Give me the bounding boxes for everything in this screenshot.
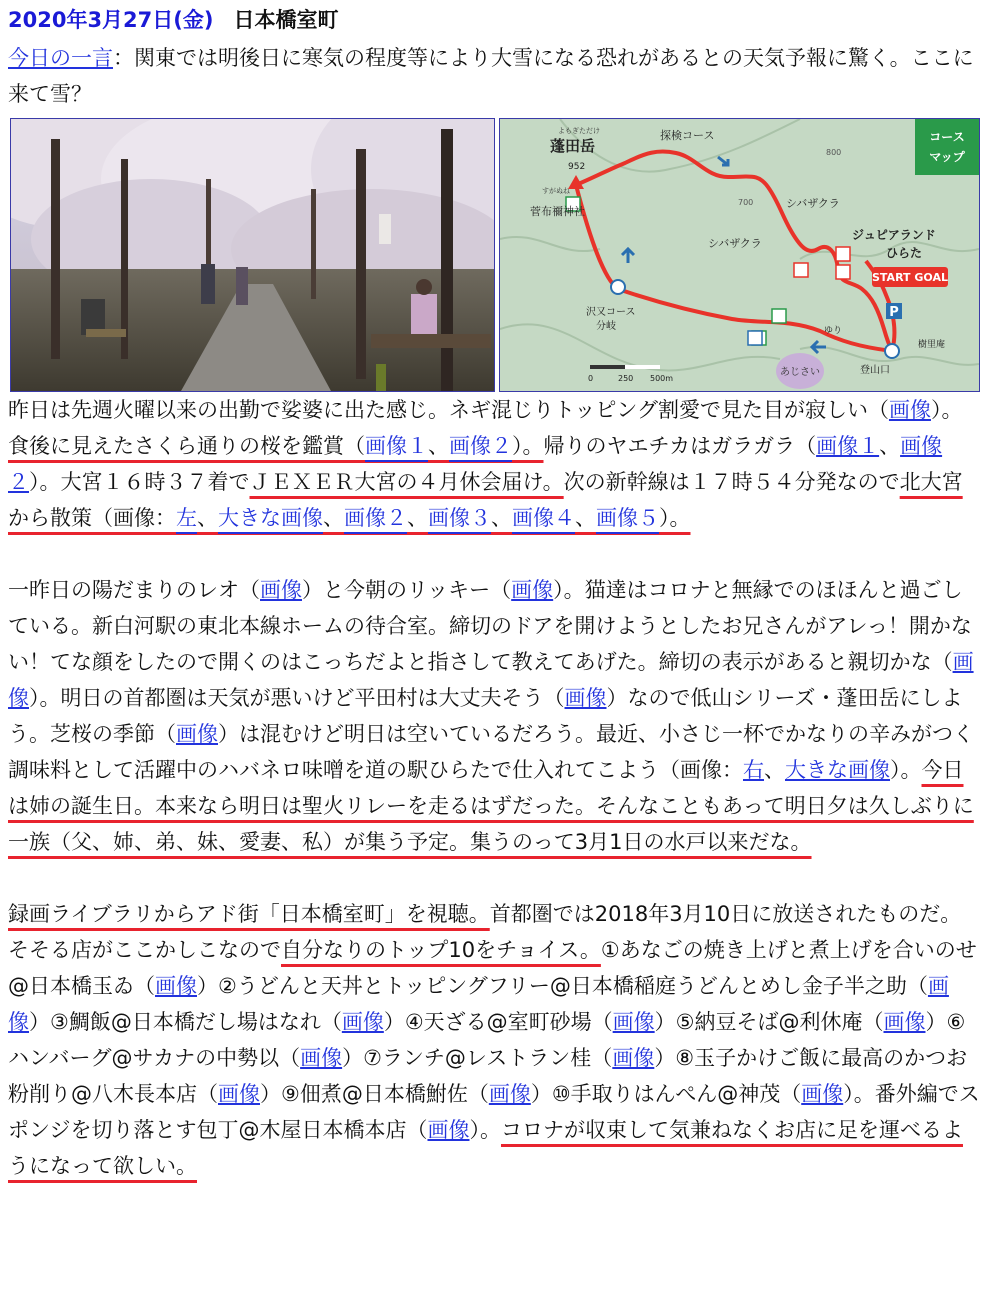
course-map[interactable]: [499, 118, 980, 392]
map-scale-250: 250: [618, 374, 634, 383]
image-link[interactable]: 画像: [612, 1010, 655, 1034]
image-link[interactable]: 画像: [300, 1046, 343, 1070]
underlined-phrase: コロナが収束して気兼ねなくお店に足を運べるようになって欲しい。: [8, 1118, 963, 1178]
image-link[interactable]: 画像: [8, 974, 949, 1034]
map-park-line2: ひらた: [886, 246, 923, 260]
cherry-blossom-photo[interactable]: [10, 118, 495, 392]
map-mountain-ruby: よもぎただけ: [558, 127, 600, 135]
map-shrine-ruby: すがぬね: [542, 187, 570, 195]
post-title: 日本橋室町: [233, 8, 339, 32]
image-link[interactable]: 画像: [427, 1118, 470, 1142]
image-link[interactable]: 画像３: [428, 506, 491, 530]
map-start-goal: START GOAL: [871, 271, 949, 284]
image-link[interactable]: 画像５: [596, 506, 659, 530]
map-badge-line2: マップ: [929, 150, 965, 164]
image-link[interactable]: 画像: [564, 686, 607, 710]
map-yuri: ゆり: [824, 326, 843, 336]
image-link[interactable]: 画像: [883, 1010, 926, 1034]
image-link[interactable]: 右: [743, 758, 764, 782]
map-contour-700: 700: [738, 198, 754, 207]
image-link[interactable]: 大きな画像: [785, 758, 890, 782]
image-link[interactable]: 画像１: [365, 434, 428, 458]
image-link[interactable]: 画像: [155, 974, 197, 998]
map-mountain: 蓬田岳: [550, 137, 596, 155]
photo-row: [10, 118, 982, 390]
underlined-phrase: 録画ライブラリからアド街「日本橋室町」を視聴。: [8, 902, 490, 926]
map-parking: P: [889, 305, 899, 320]
intro: [8, 40, 980, 112]
image-link[interactable]: 画像: [888, 398, 931, 422]
image-link[interactable]: 画像: [488, 1082, 531, 1106]
image-link[interactable]: 画像４: [512, 506, 575, 530]
map-scale-500: 500m: [650, 374, 674, 383]
map-shibazakura-1: シバザクラ: [786, 197, 840, 210]
underlined-phrase: ＪＥＸＥＲ大宮の４月休会届け。: [249, 470, 564, 494]
map-branch-line1: 沢又コース: [586, 307, 636, 318]
image-link[interactable]: 画像２: [344, 506, 407, 530]
underlined-phrase: 北大宮から散策（画像：左、大きな画像、画像２、画像３、画像４、画像５）。: [8, 470, 963, 530]
map-badge-line1: コース: [929, 130, 965, 144]
map-trail-label: 探検コース: [660, 129, 715, 142]
paragraph-nihonbashi: 録画ライブラリからアド街「日本橋室町」を視聴。首都圏では2018年3月10日に放送されたものだ。そそる店がここかしこなので自分なりのトップ10をチョイス。①あなごの焼き上げと煮上げを合いのせ@日本橋玉ゐ（画像）②うどんと天丼とトッピングフリー@日本橋稲庭うどんとめし金子半之助（画像）③鯛飯@日本橋だし場はなれ（画像）④天ざる@室町砂場（画像）⑤納豆そば@利休庵（画像）⑥ハンバーグ@サカナの中勢以（画像）⑦ランチ@レストラン桂（画像）⑧玉子かけご飯に最高のかつお粉削り@八木長本店（画像）⑨佃煮@日本橋鮒佐（画像）⑩手取りはんぺん@神茂（画像）。番外編でスポンジを切り落とす包丁@木屋日本橋本店（画像）。コロナが収束して気兼ねなくお店に足を運べるようになって欲しい。: [8, 902, 980, 1178]
post-date: 2020年3月27日(金): [8, 8, 214, 32]
underlined-phrase: 自分なりのトップ10をチョイス。: [281, 938, 601, 962]
map-contour-800: 800: [826, 148, 842, 157]
image-link[interactable]: 大きな画像: [218, 506, 323, 530]
map-park-line1: ジュピアランド: [852, 228, 936, 242]
map-elevation: 952: [568, 162, 586, 172]
image-link[interactable]: 画像: [8, 650, 974, 710]
map-tozanguchi: 登山口: [860, 365, 890, 376]
post-header: [8, 4, 338, 36]
map-shibazakura-2: シバザクラ: [708, 237, 762, 250]
image-link[interactable]: 左: [176, 506, 197, 530]
image-link[interactable]: 画像２: [8, 434, 943, 494]
image-link[interactable]: 画像: [176, 722, 218, 746]
cherry-blossom-image: [11, 119, 494, 391]
map-branch-line2: 分岐: [596, 321, 616, 332]
image-link[interactable]: 画像２: [449, 434, 512, 458]
image-link[interactable]: 画像: [612, 1046, 655, 1070]
today-word-link[interactable]: 今日の一言: [8, 46, 113, 70]
map-ajisai: あじさい: [780, 367, 820, 378]
underlined-phrase: 今日は姉の誕生日。本来なら明日は聖火リレーを走るはずだった。そんなこともあって明日夕は久しぶりに一族（父、姉、弟、妹、愛妻、私）が集う予定。集うのって3月1日の水戸以来だな。: [8, 758, 974, 854]
paragraph-cats: 一昨日の陽だまりのレオ（画像）と今朝のリッキー（画像）。猫達はコロナと無縁でのほほんと過ごしている。新白河駅の東北本線ホームの待合室。締切のドアを開けようとしたお兄さんがアレっ！開かない！てな顔をしたので開くのはこっちだよと指さして教えてあげた。締切の表示があると親切かな（画像）。明日の首都圏は天気が悪いけど平田村は大丈夫そう（画像）なので低山シリーズ・蓬田岳にしよう。芝桜の季節（画像）は混むけど明日は空いているだろう。最近、小さじ一杯でかなりの辛みがつく調味料として活躍中のハバネロ味噌を道の駅ひらたで仕入れてこよう（画像：右、大きな画像）。今日は姉の誕生日。本来なら明日は聖火リレーを走るはずだった。そんなこともあって明日夕は久しぶりに一族（父、姉、弟、妹、愛妻、私）が集う予定。集うのって3月1日の水戸以来だな。: [8, 578, 974, 854]
underlined-phrase: 食後に見えたさくら通りの桜を鑑賞（画像１、画像２）。: [8, 434, 544, 458]
intro-text: ：関東では明後日に寒気の程度等により大雪になる恐れがあるとの天気予報に驚く。ここに来て雪？: [8, 46, 974, 106]
map-jurian: 樹里庵: [918, 340, 946, 350]
map-scale-0: 0: [588, 374, 594, 383]
map-shrine: 菅布禰神社: [530, 205, 585, 218]
course-map-image: [500, 119, 979, 391]
image-link[interactable]: 画像: [511, 578, 554, 602]
image-link[interactable]: 画像: [341, 1010, 384, 1034]
diary-body: [8, 392, 980, 1220]
paragraph-commute: 昨日は先週火曜以来の出勤で娑婆に出た感じ。ネギ混じりトッピング割愛で見た目が寂しい（画像）。食後に見えたさくら通りの桜を鑑賞（画像１、画像２）。帰りのヤエチカはガラガラ（画像１、画像２）。大宮１６時３７着でＪＥＸＥＲ大宮の４月休会届け。次の新幹線は１７時５４分発なので北大宮から散策（画像：左、大きな画像、画像２、画像３、画像４、画像５）。: [8, 398, 963, 530]
image-link[interactable]: 画像: [218, 1082, 260, 1106]
image-link[interactable]: 画像: [801, 1082, 844, 1106]
image-link[interactable]: 画像１: [816, 434, 880, 458]
image-link[interactable]: 画像: [260, 578, 302, 602]
